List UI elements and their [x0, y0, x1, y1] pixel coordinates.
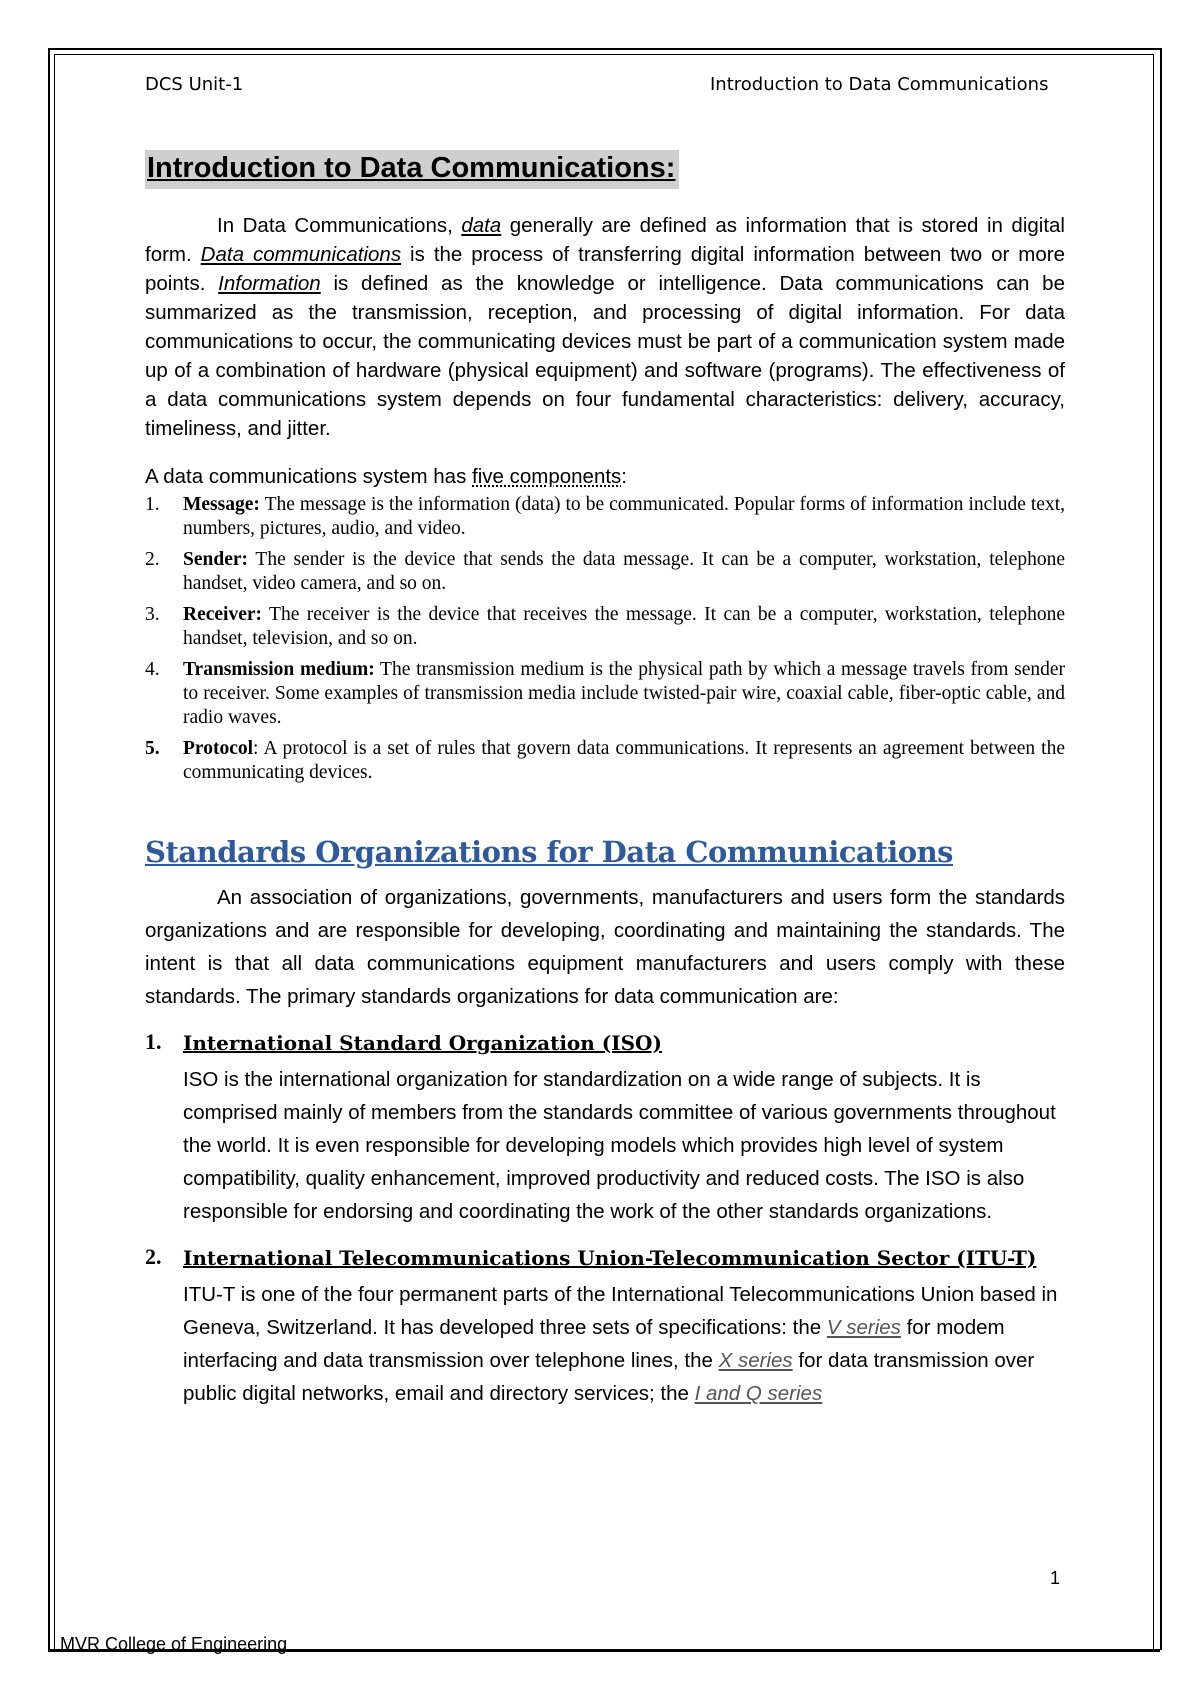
components-intro [145, 465, 1065, 489]
header-right: Introduction to Data Communications [710, 74, 1049, 95]
list-item-text: : A protocol is a set of rules that govern data communications. It represents an agreement between the communicating devices. [183, 738, 1065, 783]
org-title: International Telecommunications Union-Telecommunication Sector (ITU-T) [183, 1246, 1037, 1270]
org-body-text-1: ITU-T is one of the four permanent parts of the International Telecommunications Union based in Geneva, Switzerland. It has developed three sets of specifications: the [183, 1283, 1058, 1339]
intro-text-4: is defined as the knowledge or intelligence. Data communications can be summarized as the transmission, reception, and processing of digital information. For data communications to occur, the communicating devices must be part of a communication system made up of a combination of hardware (physical equipment) and software (programs). The effectiveness of a data communications system depends on four fundamental characteristics: delivery, accuracy, timeliness, and jitter. [145, 272, 1065, 440]
document-body [145, 150, 1065, 1410]
org-body-text-3: for data transmission over public digital networks, email and directory services; the [183, 1349, 1035, 1405]
list-item-term: Sender: [183, 549, 248, 570]
intro-text-3: is the process of transferring digital information between two or more points. [145, 243, 1065, 295]
page-title: Introduction to Data Communications: [145, 150, 679, 189]
standards-intro-paragraph: An association of organizations, governments, manufacturers and users form the standards organizations and are responsible for developing, coordinating and maintaining the standards. The intent is that all data communications equipment manufacturers and users comply with these standards. The primary standards organizations for data communication are: [145, 886, 1065, 1008]
x-series-link[interactable]: X series [718, 1349, 793, 1372]
list-item [145, 737, 1065, 785]
term-data-communications: Data communications [200, 243, 402, 266]
i-and-q-series-link[interactable]: I and Q series [694, 1382, 823, 1405]
v-series-link[interactable]: V series [826, 1316, 901, 1339]
page-number: 1 [1049, 1568, 1060, 1588]
list-item-number: 2. [145, 549, 160, 570]
org-number: 1. [145, 1029, 162, 1054]
list-item-text: The transmission medium is the physical path by which a message travels from sender to receiver. Some examples of transmission media include twisted-pair wire, coaxial cable, fiber-optic cable, and radio waves. [183, 659, 1065, 728]
org-number: 2. [145, 1244, 162, 1269]
list-item-text: The sender is the device that sends the data message. It can be a computer, workstation, telephone handset, video camera, and so on. [183, 549, 1065, 594]
standards-heading: Standards Organizations for Data Communications [145, 835, 953, 869]
list-item-number: 3. [145, 604, 160, 625]
components-intro-text: A data communications system has [145, 465, 473, 488]
list-item-text: The receiver is the device that receives the message. It can be a computer, workstation, telephone handset, television, and so on. [183, 604, 1065, 649]
list-item [145, 658, 1065, 730]
list-item-number: 4. [145, 659, 160, 680]
footer-line [48, 1649, 1160, 1652]
org-item-itu-t [145, 1244, 1065, 1410]
list-item-text: The message is the information (data) to be communicated. Popular forms of information include text, numbers, pictures, audio, and video. [183, 494, 1065, 539]
intro-text-1: In Data Communications, [217, 214, 462, 237]
footer-text: MVR College of Engineering [60, 1634, 288, 1654]
list-item-term: Protocol [183, 738, 254, 759]
org-item-iso [145, 1029, 1065, 1228]
header-left: DCS Unit-1 [145, 74, 244, 95]
org-body: ISO is the international organization for standardization on a wide range of subjects. It is comprised mainly of members from the standards committee of various governments throughout the world. It is even responsible for developing models which provides high level of system compatibility, quality enhancement, improved productivity and reduced costs. The ISO is also responsible for endorsing and coordinating the work of the other standards organizations. [183, 1068, 1056, 1223]
list-item-number: 1. [145, 494, 160, 515]
term-data: data [461, 214, 502, 237]
components-list [145, 493, 1065, 785]
org-title: International Standard Organization (ISO) [183, 1031, 662, 1055]
org-body [183, 1278, 1065, 1410]
list-item [145, 603, 1065, 651]
intro-paragraph [145, 211, 1065, 443]
components-intro-colon: : [621, 465, 627, 488]
list-item [145, 548, 1065, 596]
list-item-number: 5. [145, 738, 160, 759]
term-five-components: five components [472, 465, 622, 488]
org-body-text-2: for modem interfacing and data transmission over telephone lines, the [183, 1316, 1005, 1372]
list-item-term: Receiver: [183, 604, 263, 625]
list-item [145, 493, 1065, 541]
list-item-term: Message: [183, 494, 260, 515]
term-information: Information [218, 272, 321, 295]
intro-text-2: generally are defined as information that is stored in digital form. [145, 214, 1065, 266]
list-item-term: Transmission medium: [183, 659, 375, 680]
